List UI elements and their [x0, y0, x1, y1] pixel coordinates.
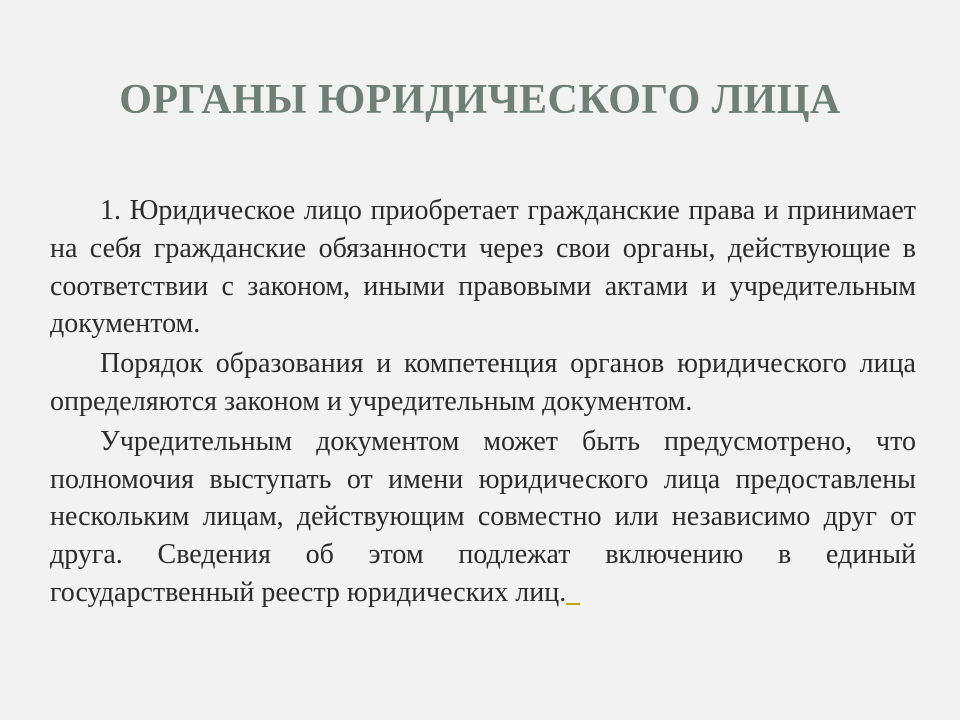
- slide-body: [50, 192, 916, 614]
- hyperlink-marker[interactable]: [566, 577, 580, 608]
- slide-title: ОРГАНЫ ЮРИДИЧЕСКОГО ЛИЦА: [119, 77, 841, 123]
- paragraph-2: Порядок образования и компетенция органов юридического лица определяются законом и учредительным документом.: [50, 348, 916, 417]
- paragraph-1: 1. Юридическое лицо приобретает гражданские права и принимает на себя гражданские обязанности через свои органы, действующие в соответствии с законом, иными правовыми актами и учредительным документом.: [50, 195, 916, 340]
- paragraph-3: [50, 423, 916, 612]
- paragraph-3-text: Учредительным документом может быть предусмотрено, что полномочия выступать от имени юридического лица предоставлены нескольким лицам, действующим совместно или независимо друг от друга. Сведения об этом подлежат включению в единый государственный реестр юридических лиц.: [50, 425, 916, 608]
